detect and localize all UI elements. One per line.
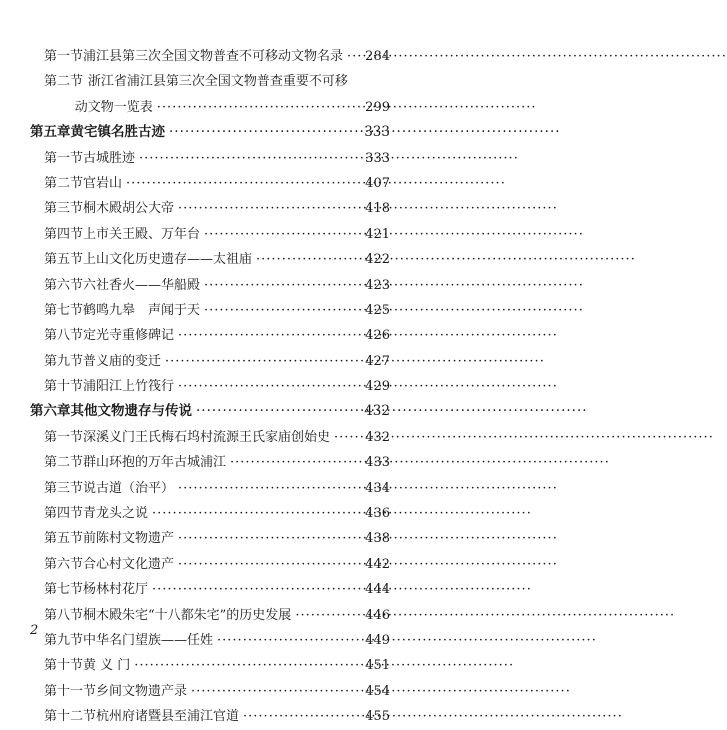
entry-number: 第十二节 [44,709,97,725]
toc-section-entry[interactable] [30,349,390,374]
toc-section-entry[interactable] [30,526,390,551]
dot-leader [243,704,361,729]
entry-title: 鹤鸣九皋 声闻于天 [83,302,201,318]
toc-section-entry[interactable] [30,628,390,653]
entry-page-number: 425 [365,302,390,318]
toc-section-entry[interactable] [30,476,390,501]
toc-section-entry[interactable] [30,374,390,399]
entry-number: 第十节 [44,379,84,395]
entry-page-number: 438 [365,531,390,547]
toc-section-entry[interactable] [30,44,390,69]
entry-page-number: 436 [365,506,390,522]
toc-section-entry[interactable] [30,323,390,348]
entry-number: 第三节 [44,480,84,496]
entry-number: 第六节 [44,277,84,293]
entry-title: 上山文化历史遗存——太祖庙 [83,252,253,268]
entry-title: 官岩山 [83,175,123,191]
toc-section-entry[interactable] [30,247,390,272]
entry-page-number: 407 [365,175,390,191]
entry-title: 说古道（治平） [83,480,175,496]
entry-number: 第四节 [44,506,84,522]
toc-chapter-entry[interactable] [30,120,390,145]
entry-number: 第五节 [44,252,84,268]
dot-leader [169,120,360,145]
entry-title: 其他文物遗存与传说 [70,403,192,420]
entry-title: 浦江县第三次全国文物普查不可移动文物名录 [83,49,344,64]
toc-section-entry[interactable] [30,425,390,450]
entry-number: 第五节 [44,531,84,547]
entry-number: 第十一节 [44,683,97,699]
toc-section-entry[interactable] [30,146,390,171]
entry-page-number: 444 [365,582,390,598]
dot-leader [139,146,361,171]
dot-leader [204,222,361,247]
entry-number: 第六节 [44,556,84,572]
entry-number: 第一节 [44,49,84,64]
entry-page-number: 418 [365,201,390,217]
entry-title: 前陈村文物遗产 [83,531,175,547]
toc-section-entry[interactable] [30,222,390,247]
entry-title: 六社香火——华船殿 [83,277,201,293]
dot-leader [178,526,361,551]
entry-number: 第二节 [44,175,84,191]
entry-title: 桐木殿朱宅“十八都朱宅”的历史发展 [83,607,292,623]
entry-page-number: 451 [365,658,390,674]
entry-page-number: 333 [364,124,390,141]
entry-page-number: 333 [365,150,390,166]
entry-number: 第七节 [44,582,84,598]
entry-title: 定光寺重修碑记 [83,328,175,344]
entry-title: 黄宅镇名胜古迹 [70,124,165,141]
entry-number: 第十节 [44,658,84,674]
entry-title: 合心村文化遗产 [83,556,175,572]
entry-page-number: 442 [365,556,390,572]
entry-title: 中华名门望族——任姓 [83,632,214,648]
toc-section-entry[interactable] [30,196,390,221]
dot-leader [165,349,361,374]
toc-section-entry[interactable] [30,577,390,602]
toc-chapter-entry[interactable] [30,399,390,424]
toc-section-entry[interactable] [30,501,390,526]
entry-title: 桐木殿胡公大帝 [83,201,175,217]
entry-number: 第一节 [44,150,84,166]
dot-leader [134,653,361,678]
entry-page-number: 449 [365,632,390,648]
entry-title: 杨林村花厅 [83,582,149,598]
entry-page-number: 284 [365,49,390,64]
entry-number: 第一节 [44,429,84,445]
entry-title: 深溪义门王氏梅石坞村流源王氏家庙创始史 [83,429,331,445]
entry-title: 黄 义 门 [83,658,131,674]
entry-page-number: 423 [365,277,390,293]
entry-title: 普义庙的变迁 [83,353,162,369]
toc-section-entry[interactable] [30,603,390,628]
dot-leader [178,552,361,577]
entry-number: 第二节 [44,455,84,471]
toc-section-entry[interactable] [30,679,390,704]
dot-leader [196,399,360,424]
dot-leader [178,323,361,348]
entry-title: 动文物一览表 [74,99,153,115]
entry-page-number: 432 [365,429,390,445]
toc-section-entry[interactable] [30,69,390,94]
entry-page-number: 429 [365,379,390,395]
dot-leader [204,273,361,298]
entry-number: 第九节 [44,353,84,369]
entry-number: 第三节 [44,201,84,217]
dot-leader [152,501,361,526]
entry-page-number: 454 [365,683,390,699]
entry-page-number: 426 [365,328,390,344]
toc-section-entry[interactable] [30,95,390,120]
entry-title: 浦阳江上竹筏行 [83,379,175,395]
entry-number: 第八节 [44,607,84,623]
dot-leader [204,298,361,323]
dot-leader [157,95,361,120]
toc-section-entry[interactable] [30,450,390,475]
entry-title: 乡间文物遗产录 [96,683,188,699]
entry-page-number: 455 [365,709,390,725]
table-of-contents [30,44,390,730]
entry-number: 第二节 [44,74,84,90]
entry-title: 青龙头之说 [83,506,149,522]
toc-section-entry[interactable] [30,171,390,196]
entry-title: 古城胜迹 [83,150,136,166]
entry-page-number: 427 [365,353,390,369]
dot-leader [347,44,361,69]
entry-number: 第八节 [44,328,84,344]
toc-section-entry[interactable] [30,552,390,577]
entry-page-number: 299 [365,99,390,115]
dot-leader [230,450,361,475]
entry-page-number: 434 [365,480,390,496]
toc-section-entry[interactable] [30,704,390,729]
entry-page-number: 422 [365,252,390,268]
dot-leader [178,196,361,221]
entry-page-number: 421 [365,226,390,242]
entry-number: 第五章 [30,124,71,141]
entry-title: 杭州府诸暨县至浦江官道 [96,709,240,725]
entry-number: 第九节 [44,632,84,648]
entry-number: 第七节 [44,302,84,318]
entry-number: 第四节 [44,226,84,242]
entry-title: 群山环抱的万年古城浦江 [83,455,227,471]
entry-page-number: 433 [365,455,390,471]
dot-leader [178,374,361,399]
page-number: 2 [30,623,39,638]
entry-page-number: 432 [364,403,390,420]
entry-number: 第六章 [30,403,71,420]
dot-leader [152,577,361,602]
dot-leader [256,247,361,272]
dot-leader [217,628,361,653]
toc-section-entry[interactable] [30,653,390,678]
entry-title: 浙江省浦江县第三次全国文物普查重要不可移 [87,74,348,90]
dot-leader [191,679,361,704]
dot-leader [334,425,361,450]
entry-page-number: 446 [365,607,390,623]
dot-leader [295,603,361,628]
dot-leader [178,476,361,501]
toc-section-entry[interactable] [30,273,390,298]
dot-leader [126,171,361,196]
entry-title: 上市关王殿、万年台 [83,226,201,242]
toc-section-entry[interactable] [30,298,390,323]
